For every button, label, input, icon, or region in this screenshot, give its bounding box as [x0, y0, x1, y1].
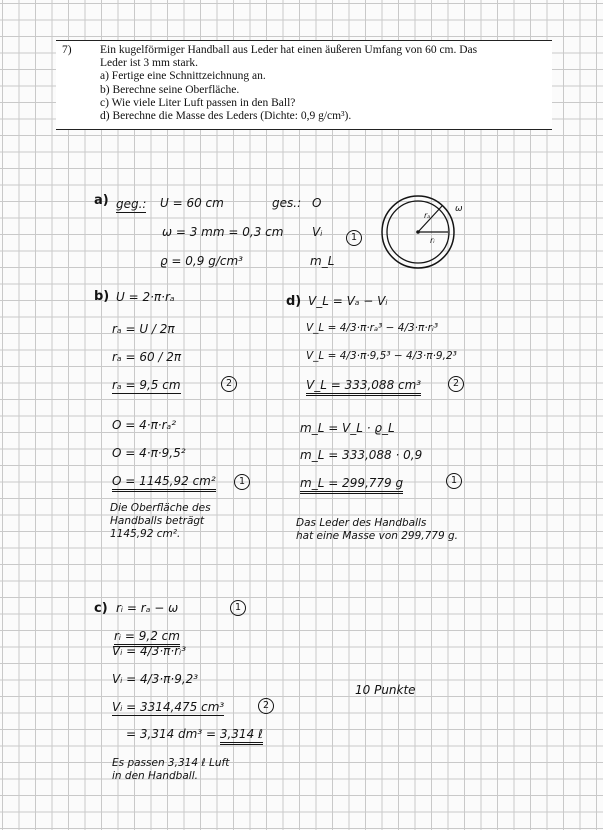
sought-value: O: [312, 196, 322, 210]
conclusion-text: Die Oberfläche des Handballs beträgt 1145,92 cm².: [110, 502, 211, 540]
points-badge: 1: [234, 474, 250, 490]
points-badge: 1: [346, 230, 362, 246]
part-c-label: c): [94, 601, 108, 616]
given-value: ϱ = 0,9 g/cm³: [160, 254, 243, 268]
conversion-result: 3,314 ℓ: [220, 727, 263, 745]
given-label: geg.:: [116, 197, 147, 211]
part-a-label: a): [94, 193, 109, 208]
task-line: c) Wie viele Liter Luft passen in den Ball?: [100, 96, 296, 109]
conclusion-text: Es passen 3,314 ℓ Luft in den Handball.: [112, 757, 230, 782]
points-badge: 2: [221, 376, 237, 392]
points-badge: 1: [230, 600, 246, 616]
given-value: ω = 3 mm = 0,3 cm: [162, 225, 284, 239]
formula-line: rᵢ = rₐ − ω: [116, 601, 179, 615]
sought-value: m_L: [310, 254, 335, 268]
part-b-label: b): [94, 289, 110, 304]
result-line: rᵢ = 9,2 cm: [114, 629, 180, 647]
task-line: a) Fertige eine Schnittzeichnung an.: [100, 70, 266, 83]
conclusion-text: Das Leder des Handballs hat eine Masse von 299,779 g.: [296, 517, 458, 542]
outer-radius-label: rₐ: [424, 211, 431, 220]
sought-label: ges.:: [272, 196, 302, 210]
points-badge: 2: [448, 376, 464, 392]
result-line: V_L = 333,088 cm³: [306, 378, 421, 396]
formula-line: m_L = 333,088 · 0,9: [300, 448, 423, 462]
inner-radius-label: rᵢ: [430, 236, 435, 245]
task-box: [56, 40, 552, 130]
result-line: O = 1145,92 cm²: [112, 474, 216, 492]
result-line: Vᵢ = 3314,475 cm³: [112, 700, 225, 714]
formula-line: m_L = V_L · ϱ_L: [300, 421, 395, 435]
total-points: 10 Punkte: [355, 683, 416, 697]
task-line: d) Berechne die Masse des Leders (Dichte: 0,9 g/cm³).: [100, 110, 352, 123]
task-text: [100, 44, 548, 123]
task-line: b) Berechne seine Oberfläche.: [100, 83, 240, 96]
task-number: 7): [62, 44, 72, 56]
task-line: Ein kugelförmiger Handball aus Leder hat einen äußeren Umfang von 60 cm. Das: [100, 44, 478, 56]
points-badge: 2: [258, 698, 274, 714]
formula-line: Vᵢ = 4/3·π·9,2³: [112, 672, 199, 686]
given-value: U = 60 cm: [160, 196, 224, 210]
result-line: rₐ = 9,5 cm: [112, 378, 181, 392]
sought-value: Vᵢ: [312, 225, 323, 239]
formula-line: O = 4·π·9,5²: [112, 446, 186, 460]
points-badge: 1: [446, 473, 462, 489]
formula-line: V_L = 4/3·π·rₐ³ − 4/3·π·rᵢ³: [306, 322, 439, 334]
result-line: m_L = 299,779 g: [300, 476, 403, 494]
formula-line: V_L = Vₐ − Vᵢ: [308, 294, 388, 308]
task-line: Leder ist 3 mm stark.: [100, 57, 199, 70]
ball-cross-section-sketch: [378, 187, 470, 271]
formula-line: O = 4·π·rₐ²: [112, 418, 177, 432]
formula-line: rₐ = U / 2π: [112, 322, 175, 336]
formula-line: rₐ = 60 / 2π: [112, 350, 182, 364]
thickness-label: ω: [455, 204, 463, 214]
formula-line: V_L = 4/3·π·9,5³ − 4/3·π·9,2³: [306, 350, 457, 362]
formula-line: U = 2·π·rₐ: [116, 290, 175, 304]
conversion-line: = 3,314 dm³ = 3,314 ℓ: [126, 727, 263, 741]
part-d-label: d): [286, 294, 302, 309]
formula-line: Vᵢ = 4/3·π·rᵢ³: [112, 644, 187, 658]
